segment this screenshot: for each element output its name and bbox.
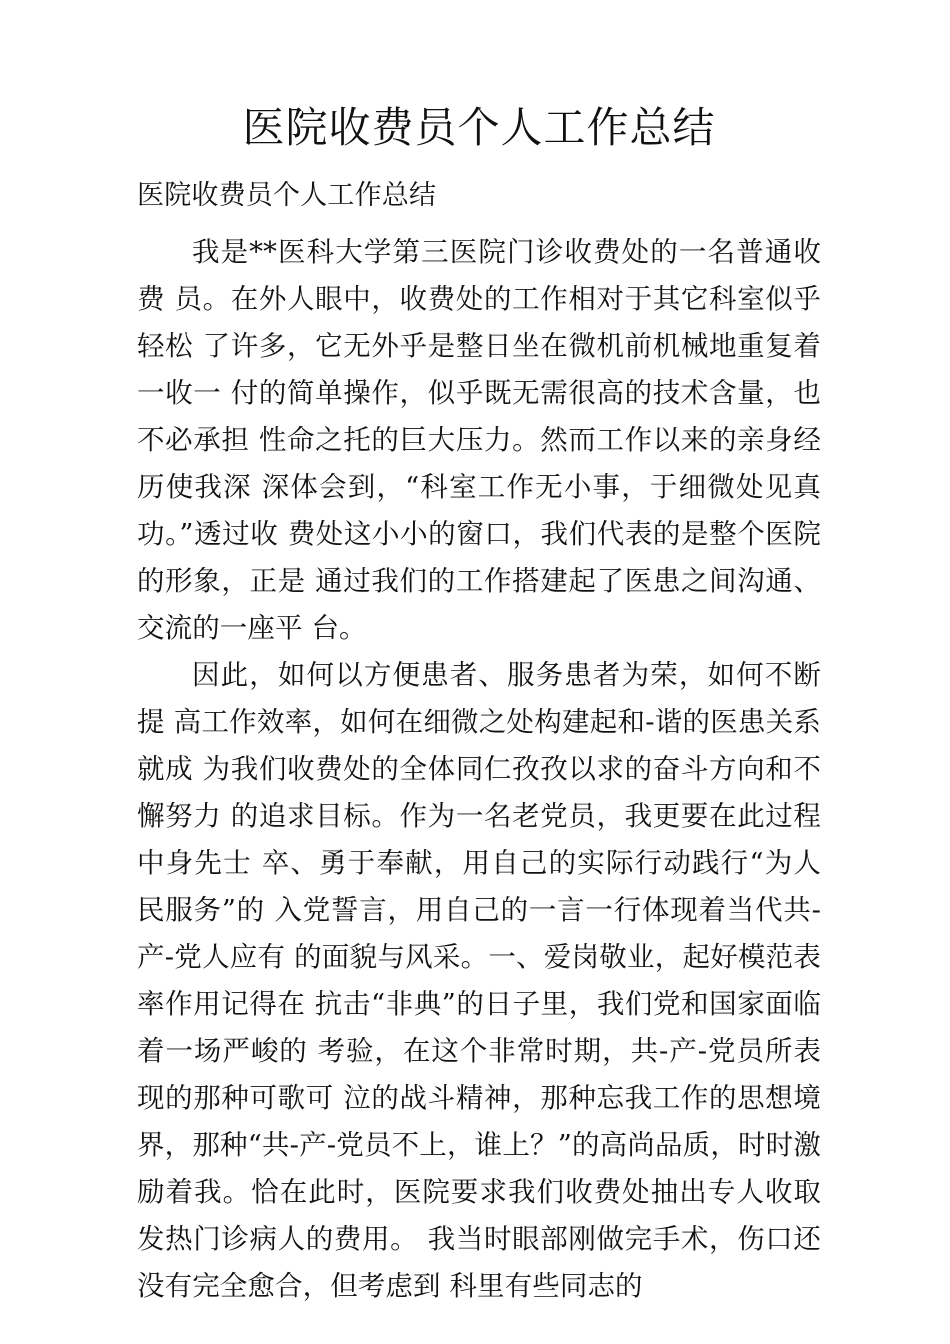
document-body [137, 0, 821, 1310]
body-paragraph-1: 我是**医科大学第三医院门诊收费处的一名普通收费 员。在外人眼中，收费处的工作相对于其它科室似乎轻松 了许多，它无外乎是整日坐在微机前机械地重复着一收一 付的简单操作，似乎既无需很高的技术含量，也不必承担 性命之托的巨大压力。然而工作以来的亲身经历使我深 深体会到，“科室工作无小事，于细微处见真功。”透过收 费处这小小的窗口，我们代表的是整个医院的形象，正是 通过我们的工作搭建起了医患之间沟通、交流的一座平 台。 [137, 236, 821, 644]
document-subtitle: 医院收费员个人工作总结 [137, 180, 437, 211]
body-paragraph-2: 因此，如何以方便患者、服务患者为荣，如何不断提 高工作效率，如何在细微之处构建起和-谐的医患关系就成 为我们收费处的全体同仁孜孜以求的奋斗方向和不懈努力 的追求目标。作为一名老党员，我更要在此过程中身先士 卒、勇于奉献，用自己的实际行动践行“为人民服务”的 入党誓言，用自己的一言一行体现着当代共-产-党人应有 的面貌与风采。一、爱岗敬业，起好模范表率作用记得在 抗击“非典”的日子里，我们党和国家面临着一场严峻的 考验，在这个非常时期，共-产-党员所表现的那种可歌可 泣的战斗精神，那种忘我工作的思想境界，那种“共-产-党员不上，谁上？”的高尚品质，时时激励着我。恰在此时，医院要求我们收费处抽出专人收取发热门诊病人的费用。 我当时眼部刚做完手术，伤口还没有完全愈合，但考虑到 科里有些同志的 [137, 659, 821, 1302]
page-title: 医院收费员个人工作总结 [242, 103, 716, 152]
